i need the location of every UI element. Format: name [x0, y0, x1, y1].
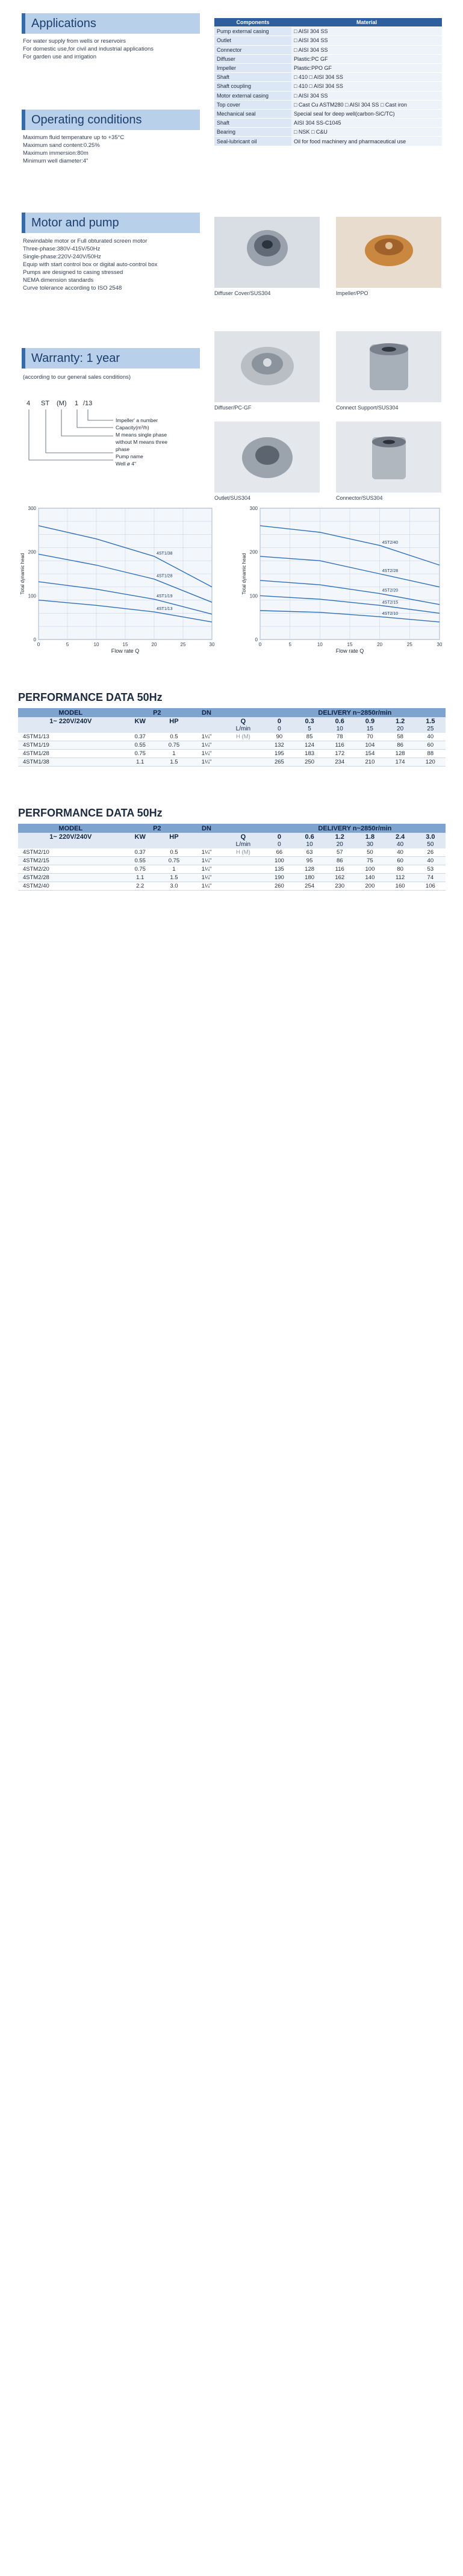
tick-label: 5	[288, 642, 291, 647]
table-cell: 1.1	[123, 758, 157, 767]
series-label: 4ST2/15	[382, 600, 399, 605]
table-cell: 50	[415, 841, 446, 848]
warranty-heading: Warranty: 1 year	[22, 348, 200, 369]
table-cell: Q	[222, 833, 264, 841]
series-label: 4ST1/19	[157, 594, 173, 599]
table-cell: 0.9	[355, 717, 385, 725]
table-cell: 5	[294, 725, 325, 733]
table-cell: 78	[325, 733, 355, 741]
code-desc: M means single phase without M means three phase	[116, 432, 167, 452]
applications-list	[23, 37, 204, 61]
tick-label: 15	[347, 642, 353, 647]
table-row	[18, 865, 446, 874]
x-axis-label: Flow rate Q	[335, 648, 364, 654]
table-cell: MODEL	[18, 824, 123, 833]
table-cell: 1	[157, 865, 191, 874]
table-cell: 265	[264, 758, 294, 767]
table-cell: 254	[294, 882, 325, 891]
table-cell: MODEL	[18, 708, 123, 717]
table-cell: 162	[325, 874, 355, 882]
table-header-row	[18, 841, 446, 848]
photo-connector	[336, 422, 441, 501]
table-cell: 230	[325, 882, 355, 891]
tick-label: 20	[151, 642, 157, 647]
table-cell: 1¼"	[191, 758, 222, 767]
table-cell: 106	[415, 882, 446, 891]
table-cell: 10	[294, 841, 325, 848]
operating-list	[23, 134, 204, 165]
table-cell	[222, 758, 264, 767]
table-row: Top cover □ Cast Cu ASTM280 □ AISI 304 SS □ Cast iron	[214, 100, 442, 109]
table-cell: KW	[123, 833, 157, 841]
tick-label: 25	[180, 642, 186, 647]
table-cell: 0	[264, 717, 294, 725]
table-cell: 4STM2/40	[18, 882, 123, 891]
table-cell: 4STM1/13	[18, 733, 123, 741]
table-cell: 0.75	[123, 865, 157, 874]
tick-label: 0	[33, 637, 36, 642]
tick-label: 10	[317, 642, 323, 647]
table-cell: 86	[385, 741, 415, 750]
table-cell: 53	[415, 865, 446, 874]
table-cell: KW	[123, 717, 157, 725]
table-cell: 132	[264, 741, 294, 750]
table-cell: 63	[294, 848, 325, 857]
photo-caption: Impeller/PPO	[336, 290, 368, 296]
table-cell: 50	[355, 848, 385, 857]
table-cell: 60	[415, 741, 446, 750]
table-cell: 88	[415, 750, 446, 758]
table-cell: P2	[123, 708, 191, 717]
table-cell	[222, 824, 264, 833]
table-cell: H (M)	[222, 733, 264, 741]
tick-label: 300	[249, 506, 258, 511]
table-cell: 104	[355, 741, 385, 750]
table-cell: 1.2	[385, 717, 415, 725]
table-cell	[222, 882, 264, 891]
x-axis-label: Flow rate Q	[111, 648, 140, 654]
performance-table	[18, 708, 446, 767]
table-cell: 160	[385, 882, 415, 891]
head-chart-1	[18, 503, 217, 654]
head-curve-svg	[240, 503, 444, 654]
table-cell: 3.0	[157, 882, 191, 891]
list-item: Maximum sand content:0.25%	[23, 142, 100, 149]
list-item: Equip with start control box or digital auto-control box	[23, 261, 158, 268]
motor-heading: Motor and pump	[22, 213, 200, 233]
code-part: 4	[26, 400, 31, 407]
photo-caption: Outlet/SUS304	[214, 495, 251, 501]
components-table	[214, 18, 442, 146]
table-cell	[191, 717, 222, 725]
table-cell: 80	[385, 865, 415, 874]
series-label: 4ST2/40	[382, 540, 399, 545]
table-cell: 174	[385, 758, 415, 767]
table-cell: 1¼"	[191, 848, 222, 857]
table-cell: DELIVERY n~2850r/min	[264, 708, 446, 717]
y-axis-label: Total dynamic head	[20, 553, 25, 595]
series-label: 4ST1/28	[157, 574, 173, 579]
table-row	[18, 741, 446, 750]
table-cell: 100	[355, 865, 385, 874]
table-row: Connector □ AISI 304 SS	[214, 45, 442, 54]
table-cell: Q	[222, 717, 264, 725]
table-cell: 75	[355, 857, 385, 865]
table-row: Pump external casing □ AISI 304 SS	[214, 27, 442, 36]
table-cell: 200	[355, 882, 385, 891]
tick-label: 30	[209, 642, 215, 647]
table-cell: DELIVERY n~2850r/min	[264, 824, 446, 833]
table-cell: 0.5	[157, 848, 191, 857]
list-item: NEMA dimension standards	[23, 277, 94, 284]
warranty-note: (according to our general sales conditions)	[23, 374, 131, 381]
table-cell: 85	[294, 733, 325, 741]
table-cell: 40	[415, 857, 446, 865]
code-desc: Impeller' a number	[116, 417, 158, 423]
table-cell	[222, 857, 264, 865]
table-cell: 0.37	[123, 848, 157, 857]
list-item: For water supply from wells or reservoirs	[23, 38, 126, 45]
table-cell: 1¼"	[191, 865, 222, 874]
table-cell	[191, 833, 222, 841]
table-cell: 4STM2/28	[18, 874, 123, 882]
table-cell: 40	[415, 733, 446, 741]
table-cell: 0.75	[157, 857, 191, 865]
code-part: (M)	[57, 400, 67, 407]
table-cell: 0	[264, 725, 294, 733]
list-item: For domestic use,for civil and industrial applications	[23, 46, 154, 52]
table-row: Shaft □ 410 □ AISI 304 SS	[214, 73, 442, 82]
table-cell	[123, 725, 157, 733]
tick-label: 15	[122, 642, 128, 647]
tick-label: 200	[249, 549, 258, 555]
table-cell: 1¼"	[191, 874, 222, 882]
table-cell: 20	[385, 725, 415, 733]
table-cell: 40	[385, 848, 415, 857]
table-cell: 20	[325, 841, 355, 848]
table-cell: 0.55	[123, 741, 157, 750]
table-cell: 1¼"	[191, 882, 222, 891]
table-cell: 2.4	[385, 833, 415, 841]
tick-label: 25	[406, 642, 412, 647]
tick-label: 10	[93, 642, 99, 647]
tick-label: 200	[28, 549, 36, 555]
photo-outlet	[214, 422, 320, 501]
series-label: 4ST2/10	[382, 612, 399, 617]
table-header-row	[18, 717, 446, 725]
tick-label: 0	[258, 642, 262, 647]
table-cell: 4STM2/10	[18, 848, 123, 857]
series-label: 4ST1/13	[157, 607, 173, 612]
table-row	[18, 750, 446, 758]
table-row: Diffuser Plastic:PC GF	[214, 54, 442, 63]
y-axis-label: Total dynamic head	[241, 553, 247, 595]
list-item: Maximum fluid temperature up to +35°C	[23, 134, 125, 141]
table-cell	[222, 741, 264, 750]
table-cell: 3.0	[415, 833, 446, 841]
table-cell	[222, 874, 264, 882]
table-header-row	[18, 833, 446, 841]
table-cell: 0	[264, 833, 294, 841]
table-cell: 0.3	[294, 717, 325, 725]
table-cell: 95	[294, 857, 325, 865]
code-part: ST	[41, 400, 50, 407]
table-cell: 128	[294, 865, 325, 874]
table-cell	[18, 725, 123, 733]
table-cell: 66	[264, 848, 294, 857]
photo-diffuser	[214, 331, 320, 411]
table-cell: 1.2	[325, 833, 355, 841]
table-cell: 116	[325, 741, 355, 750]
photo-caption: Diffuser Cover/SUS304	[214, 290, 271, 296]
tick-label: 20	[377, 642, 383, 647]
table-cell: 40	[385, 841, 415, 848]
table-cell: 0.75	[123, 750, 157, 758]
list-item: Minimum well diameter:4"	[23, 158, 89, 164]
table-cell: 90	[264, 733, 294, 741]
photo-diffuser-cover	[214, 217, 320, 296]
table-cell: 60	[385, 857, 415, 865]
applications-heading: Applications	[22, 13, 200, 34]
code-desc: Pump name	[116, 453, 143, 459]
table-header: Components	[214, 18, 291, 27]
tick-label: 5	[66, 642, 69, 647]
perf-title: PERFORMANCE DATA 50Hz	[18, 691, 163, 703]
table-cell: 0.6	[294, 833, 325, 841]
table-cell: HP	[157, 833, 191, 841]
table-cell: 25	[415, 725, 446, 733]
table-cell: 250	[294, 758, 325, 767]
table-cell: 4STM1/19	[18, 741, 123, 750]
table-row	[18, 758, 446, 767]
series-label: 4ST1/38	[157, 551, 173, 556]
table-cell: 195	[264, 750, 294, 758]
table-cell	[222, 708, 264, 717]
list-item: Single-phase:220V-240V/50Hz	[23, 254, 101, 260]
table-cell: 0.6	[325, 717, 355, 725]
table-cell: 0.37	[123, 733, 157, 741]
table-cell: 112	[385, 874, 415, 882]
table-row	[18, 882, 446, 891]
motor-list	[23, 237, 204, 292]
list-item: Rewindable motor or Full obturated screen motor	[23, 238, 148, 244]
table-cell: 183	[294, 750, 325, 758]
table-cell: 1.5	[157, 874, 191, 882]
table-cell: DN	[191, 708, 222, 717]
table-header-row	[18, 708, 446, 717]
performance-table	[18, 824, 446, 891]
table-row: Impeller Plastic:PPO GF	[214, 63, 442, 72]
table-cell: 30	[355, 841, 385, 848]
table-cell: 1¼"	[191, 857, 222, 865]
table-row: Shaft coupling □ 410 □ AISI 304 SS	[214, 82, 442, 91]
table-row: Seal-lubricant oil Oil for food machinery and pharmaceutical use	[214, 137, 442, 146]
table-cell: 4STM1/28	[18, 750, 123, 758]
table-row: Mechanical seal Special seal for deep well(carbon-SiC/TC)	[214, 109, 442, 118]
table-cell	[222, 865, 264, 874]
table-cell: 26	[415, 848, 446, 857]
code-desc: Well ø 4"	[116, 461, 137, 467]
table-cell: 15	[355, 725, 385, 733]
head-curve-svg	[18, 503, 217, 654]
table-cell: 172	[325, 750, 355, 758]
code-part: 1	[75, 400, 79, 407]
table-cell: 1	[157, 750, 191, 758]
table-cell: 1.8	[355, 833, 385, 841]
table-cell: 10	[325, 725, 355, 733]
table-cell: 100	[264, 857, 294, 865]
table-header-row	[18, 824, 446, 833]
table-cell: 4STM1/38	[18, 758, 123, 767]
table-cell: L/min	[222, 725, 264, 733]
list-item: Three-phase:380V-415V/50Hz	[23, 246, 101, 252]
table-cell: 2.2	[123, 882, 157, 891]
table-cell: 58	[385, 733, 415, 741]
table-cell: 116	[325, 865, 355, 874]
table-cell: 260	[264, 882, 294, 891]
table-cell: 154	[355, 750, 385, 758]
table-cell: L/min	[222, 841, 264, 848]
table-cell: 124	[294, 741, 325, 750]
photo-connect-support	[336, 331, 441, 411]
table-cell: 0.55	[123, 857, 157, 865]
table-cell: 57	[325, 848, 355, 857]
tick-label: 100	[28, 593, 36, 599]
table-cell: 1¼"	[191, 741, 222, 750]
table-cell: 210	[355, 758, 385, 767]
table-cell: 1~ 220V/240V	[18, 717, 123, 725]
table-cell	[123, 841, 157, 848]
table-row	[18, 733, 446, 741]
table-row: Motor external casing □ AISI 304 SS	[214, 91, 442, 100]
table-cell: 0.75	[157, 741, 191, 750]
table-cell: 70	[355, 733, 385, 741]
table-cell: 4STM2/15	[18, 857, 123, 865]
tick-label: 300	[28, 506, 36, 511]
table-cell: 1.5	[157, 758, 191, 767]
table-cell: 0	[264, 841, 294, 848]
table-cell: HP	[157, 717, 191, 725]
list-item: For garden use and irrigation	[23, 54, 96, 60]
table-header: Material	[291, 18, 442, 27]
model-code	[23, 400, 216, 478]
table-cell	[18, 841, 123, 848]
table-cell: 128	[385, 750, 415, 758]
table-cell: 4STM2/20	[18, 865, 123, 874]
tick-label: 100	[249, 593, 258, 599]
table-cell: 86	[325, 857, 355, 865]
table-cell	[222, 750, 264, 758]
table-cell: H (M)	[222, 848, 264, 857]
table-row	[18, 874, 446, 882]
list-item: Maximum immersion:80m	[23, 150, 89, 157]
table-cell	[191, 725, 222, 733]
tick-label: 30	[437, 642, 443, 647]
table-cell: 140	[355, 874, 385, 882]
tick-label: 0	[255, 637, 258, 642]
code-desc: Capacity(m³/h)	[116, 425, 149, 431]
table-row: Outlet □ AISI 304 SS	[214, 36, 442, 45]
tick-label: 0	[37, 642, 40, 647]
table-row	[18, 848, 446, 857]
table-cell: 0.5	[157, 733, 191, 741]
table-cell: DN	[191, 824, 222, 833]
photo-caption: Diffuser/PC-GF	[214, 405, 252, 411]
table-cell: 1.5	[415, 717, 446, 725]
table-cell: 1¼"	[191, 750, 222, 758]
table-header-row	[18, 725, 446, 733]
table-cell: 1.1	[123, 874, 157, 882]
table-cell: 234	[325, 758, 355, 767]
series-label: 4ST2/20	[382, 588, 399, 593]
list-item: Curve tolerance according to ISO 2548	[23, 285, 122, 291]
table-row	[18, 857, 446, 865]
table-cell: 135	[264, 865, 294, 874]
photo-caption: Connect Support/SUS304	[336, 405, 399, 411]
table-cell	[157, 725, 191, 733]
table-cell	[191, 841, 222, 848]
table-cell: 1¼"	[191, 733, 222, 741]
table-cell: 180	[294, 874, 325, 882]
table-cell: 74	[415, 874, 446, 882]
code-part: /13	[83, 400, 93, 407]
photo-impeller	[336, 217, 441, 296]
table-cell: P2	[123, 824, 191, 833]
table-cell: 120	[415, 758, 446, 767]
table-cell: 1~ 220V/240V	[18, 833, 123, 841]
photo-caption: Connector/SUS304	[336, 495, 383, 501]
table-cell	[157, 841, 191, 848]
perf-title: PERFORMANCE DATA 50Hz	[18, 807, 163, 819]
operating-heading: Operating conditions	[22, 110, 200, 130]
list-item: Pumps are designed to casing stressed	[23, 269, 123, 276]
table-cell: 190	[264, 874, 294, 882]
table-row: Bearing □ NSK □ C&U	[214, 128, 442, 137]
table-row: Shaft AISI 304 SS-C1045	[214, 119, 442, 128]
head-chart-2	[240, 503, 444, 654]
series-label: 4ST2/28	[382, 569, 399, 573]
